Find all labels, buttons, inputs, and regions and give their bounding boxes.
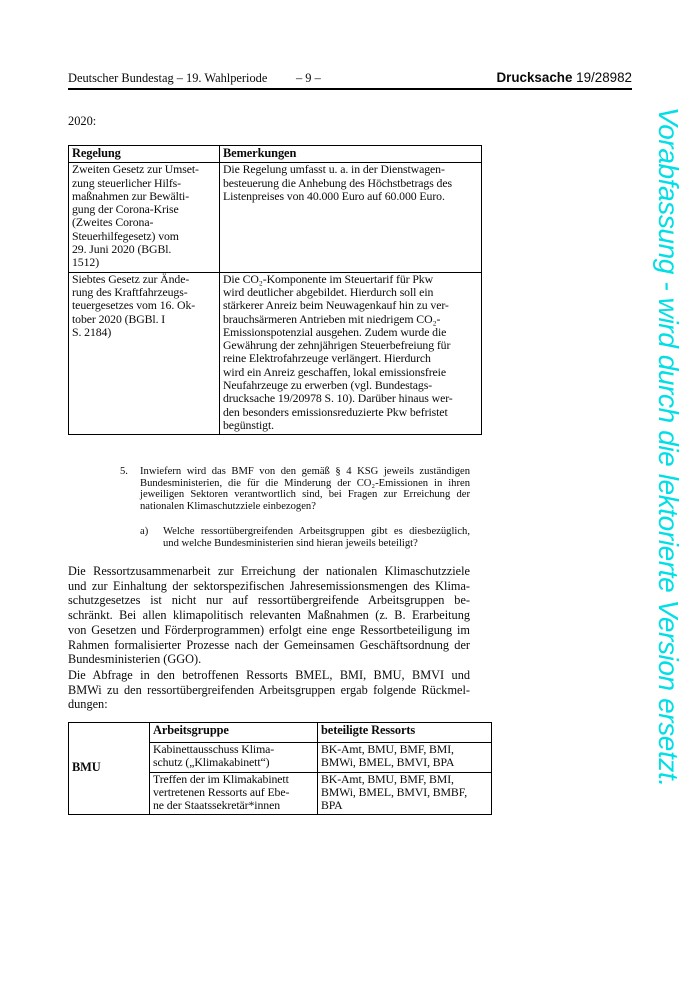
header-parliament-label: Deutscher Bundestag – 19. Wahlperiode [68,71,268,85]
question-5a-text: Welche ressortübergreifenden Arbeitsgruppen gibt es diesbezüglich, und welche Bundesministerien sind hieran jeweils beteiligt? [163,525,470,549]
table-header-row [69,146,482,163]
ressorts-cell: BK-Amt, BMU, BMF, BMI, BMWi, BMEL, BMVI, BPA [318,743,492,773]
question-5 [120,466,470,549]
column-header-bemerkungen: Bemerkungen [220,146,482,163]
question-text: Inwiefern wird das BMF von den gemäß § 4 KSG jeweils zuständigen Bundesministerien, die für die Minderung der CO₂-Emissionen in ihren jeweiligen Sektoren verantwortlich sind, bei Fragen zur Erreichung der nationalen Klimaschutzziele einbezogen? [140,466,470,513]
drucksache-number: 19/28982 [576,70,632,85]
table-header-row [69,723,492,743]
regulations-table [68,145,482,435]
watermark-text: Vorabfassung - wird durch die lektorierte Version ersetzt. [653,107,684,787]
column-header-arbeitsgruppe: Arbeitsgruppe [150,723,318,743]
body-paragraph: Die Ressortzusammenarbeit zur Erreichung der nationalen Klimaschutzziele und zur Einhaltung der sektorspezifischen Jahresemissionsmengen des Klima- schutzgesetzes ist nicht nur auf ressortübergreifende Arbeitsgruppen be- schränkt. Bei allen klimapolitisch relevanten Maßnahmen (z. B. Erarbeitung von Gesetzen und Förderprogrammen) erfolgt eine enge Ressortbeteiligung im Rahmen formalisierter Prozesse nach der Gemeinsamen Geschäftsordnung der Bundesministerien (GGO). [68,564,470,667]
table-row [69,163,482,272]
header-page-number: – 9 – [296,71,321,85]
intro-year-label: 2020: [68,114,97,128]
body-paragraph: Die Abfrage in den betroffenen Ressorts BMEL, BMI, BMU, BMVI und BMWi zu den ressortübergreifenden Arbeitsgruppen ergab folgende Rückmel- dungen: [68,668,470,712]
table-row [69,272,482,435]
question-5a [120,526,470,549]
header-document-number [496,70,632,85]
column-header-ressorts: beteiligte Ressorts [318,723,492,743]
question-5a-label: a) [140,525,149,537]
regelung-cell: Zweiten Gesetz zur Umset- zung steuerlicher Hilfs- maßnahmen zur Bewälti- gung der Corona-Krise (Zweites Corona- Steuerhilfegesetz) vom 29. Juni 2020 (BGBl. 1512) [69,163,220,272]
regelung-cell: Siebtes Gesetz zur Ände- rung des Kraftfahrzeugs- teuergesetzes vom 16. Ok- tober 2020 (BGBl. I S. 2184) [69,272,220,435]
bemerkungen-cell: Die CO₂-Komponente im Steuertarif für Pkw wird deutlicher abgebildet. Hierdurch soll ein stärkerer Anreiz beim Neuwagenkauf hin zu ver- brauchsärmeren Antrieben mit niedrigem CO₂- Emissionspotenzial ausgehen. Zudem wurde die Gewährung der zehnjährigen Steuerbefreiung für reine Elektrofahrzeuge verlängert. Hierdurch wird ein Anreiz geschaffen, lokal emissionsfreie Neufahrzeuge zu erwerben (vgl. Bundestags- drucksache 19/20978 S. 10). Darüber hinaus wer- den besonders emissionsreduzierte Pkw befristet begünstigt. [220,272,482,435]
column-header-regelung: Regelung [69,146,220,163]
header-rule [68,88,632,90]
ministry-row-header: BMU [69,723,150,815]
workgroups-table [68,722,492,815]
drucksache-label: Drucksache [496,70,573,85]
arbeitsgruppe-cell: Treffen der im Klimakabinett vertretenen Ressorts auf Ebe- ne der Staatssekretär*innen [150,772,318,815]
arbeitsgruppe-cell: Kabinettausschuss Klima- schutz („Klimakabinett“) [150,743,318,773]
ressorts-cell: BK-Amt, BMU, BMF, BMI, BMWi, BMEL, BMVI, BMBF, BPA [318,772,492,815]
page-header [68,71,632,87]
bemerkungen-cell: Die Regelung umfasst u. a. in der Dienstwagen- besteuerung die Anhebung des Höchstbetrags des Listenpreises von 40.000 Euro auf 60.000 Euro. [220,163,482,272]
question-number: 5. [120,466,128,477]
